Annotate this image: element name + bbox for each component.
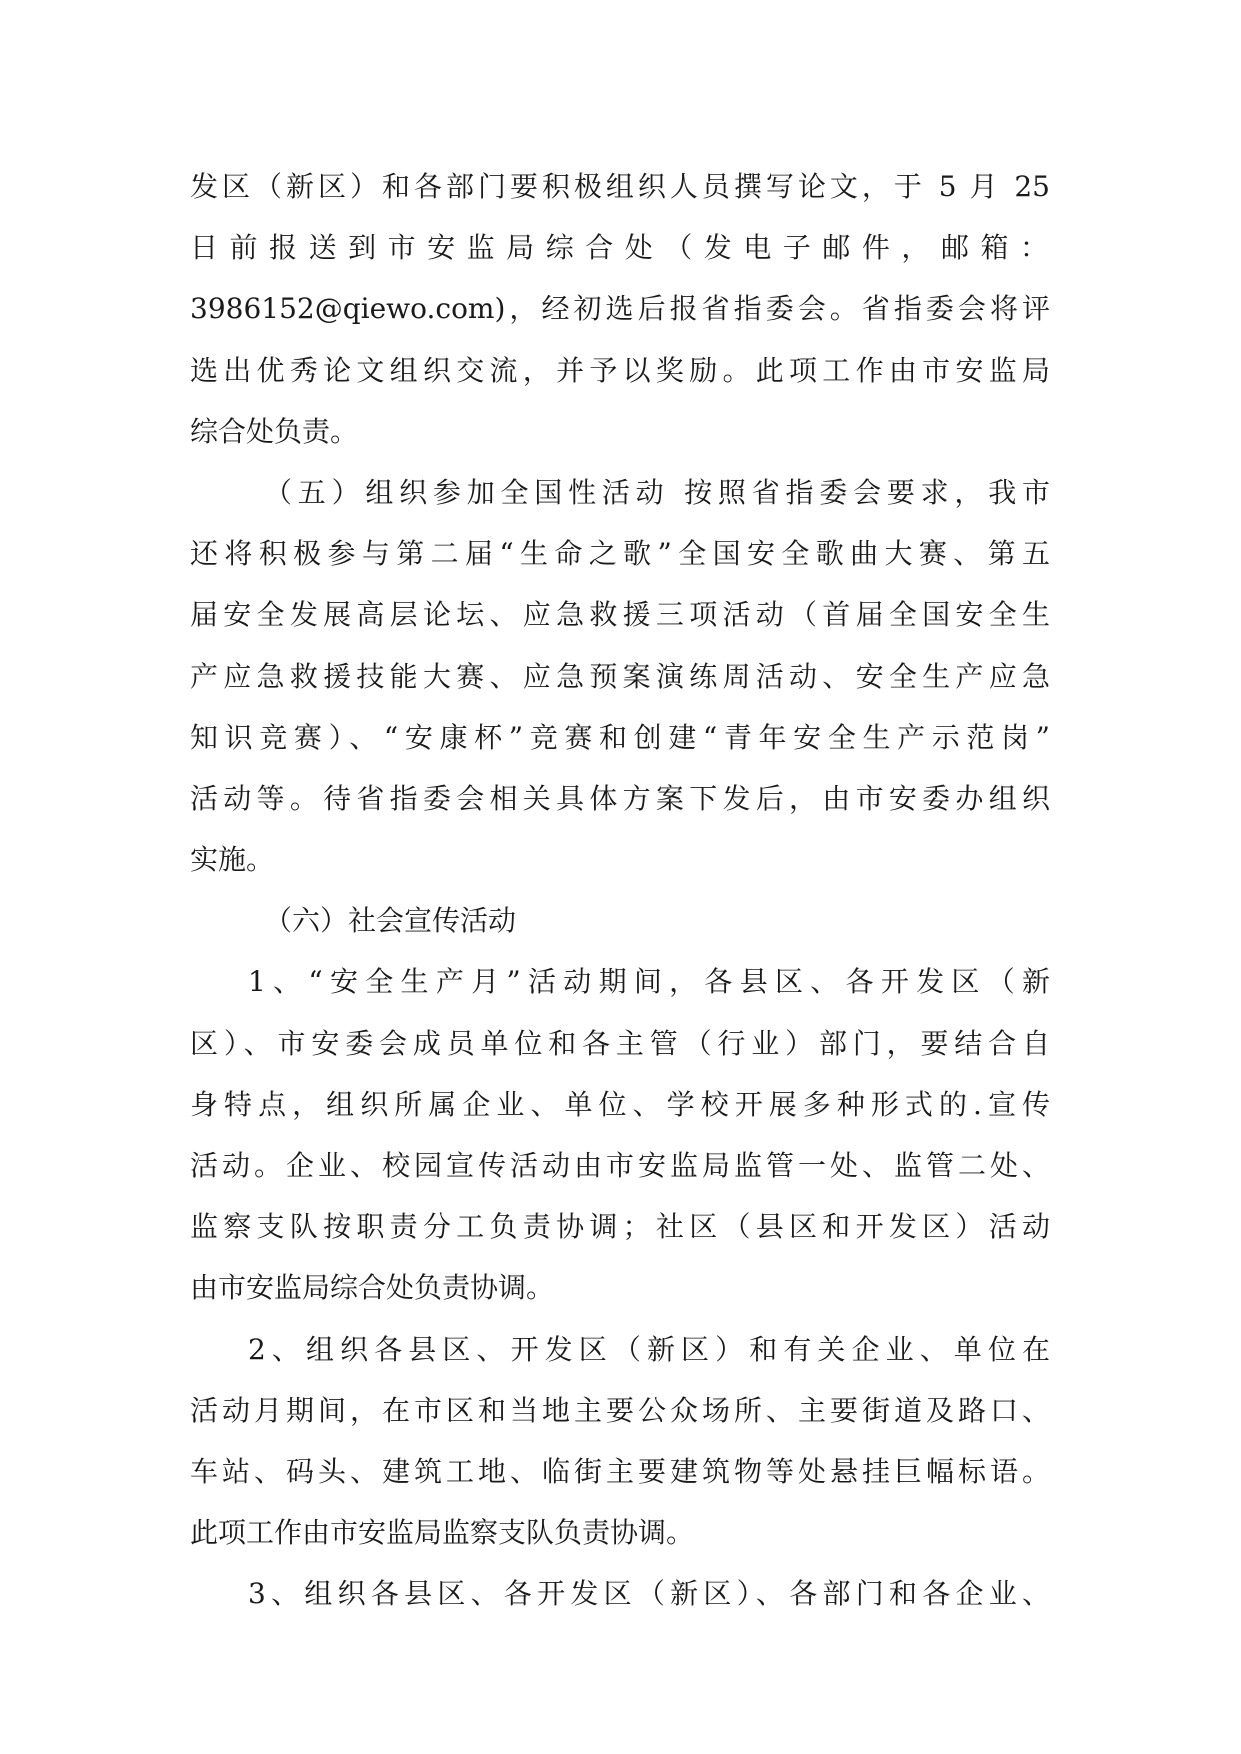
document-body: [190, 156, 1050, 1625]
text-line: 发区（新区）和各部门要积极组织人员撰写论文，于 5 月 25: [190, 170, 1050, 203]
text-line: 此项工作由市安监局监察支队负责协调。: [190, 1516, 695, 1550]
text-line: 实施。: [190, 843, 275, 877]
section-heading-six: （六）社会宣传活动: [264, 904, 517, 938]
list-item-1: 1、“安全生产月”活动期间，各县区、各开发区（新: [248, 965, 1050, 999]
text-line: 还将积极参与第二届“生命之歌”全国安全歌曲大赛、第五: [190, 537, 1050, 571]
text-line: 知识竞赛）、“安康杯”竞赛和创建“青年安全生产示范岗”: [190, 720, 1050, 754]
text-line: 活动。企业、校园宣传活动由市安监局监管一处、监管二处、: [190, 1149, 1050, 1182]
list-item-3: 3、组织各县区、各开发区（新区）、各部门和各企业、: [248, 1577, 1050, 1611]
text-line: 产应急救援技能大赛、应急预案演练周活动、安全生产应急: [190, 659, 1050, 693]
text-line: 活动月期间，在市区和当地主要公众场所、主要街道及路口、: [190, 1393, 1050, 1427]
text-line: 身特点，组织所属企业、单位、学校开展多种形式的.宣传: [190, 1087, 1050, 1121]
text-line: 日前报送到市安监局综合处（发电子邮件，邮箱：: [190, 231, 1050, 265]
text-line: 选出优秀论文组织交流，并予以奖励。此项工作由市安监局: [190, 353, 1050, 387]
text-line: 区）、市安委会成员单位和各主管（行业）部门，要结合自: [190, 1026, 1050, 1060]
text-line: 3986152@qiewo.com)，经初选后报省指委会。省指委会将评: [190, 292, 1050, 326]
text-line: 监察支队按职责分工负责协调；社区（县区和开发区）活动: [190, 1210, 1050, 1244]
text-line: 综合处负责。: [190, 414, 359, 448]
list-item-2: 2、组织各县区、开发区（新区）和有关企业、单位在: [248, 1332, 1050, 1366]
text-line: 车站、码头、建筑工地、临街主要建筑物等处悬挂巨幅标语。: [190, 1454, 1050, 1488]
text-line: 由市安监局综合处负责协调。: [190, 1271, 555, 1305]
text-line: 活动等。待省指委会相关具体方案下发后，由市安委办组织: [190, 781, 1050, 815]
text-line: 届安全发展高层论坛、应急救援三项活动（首届全国安全生: [190, 598, 1050, 632]
section-heading-five: （五）组织参加全国性活动 按照省指委会要求，我市: [264, 475, 1050, 509]
